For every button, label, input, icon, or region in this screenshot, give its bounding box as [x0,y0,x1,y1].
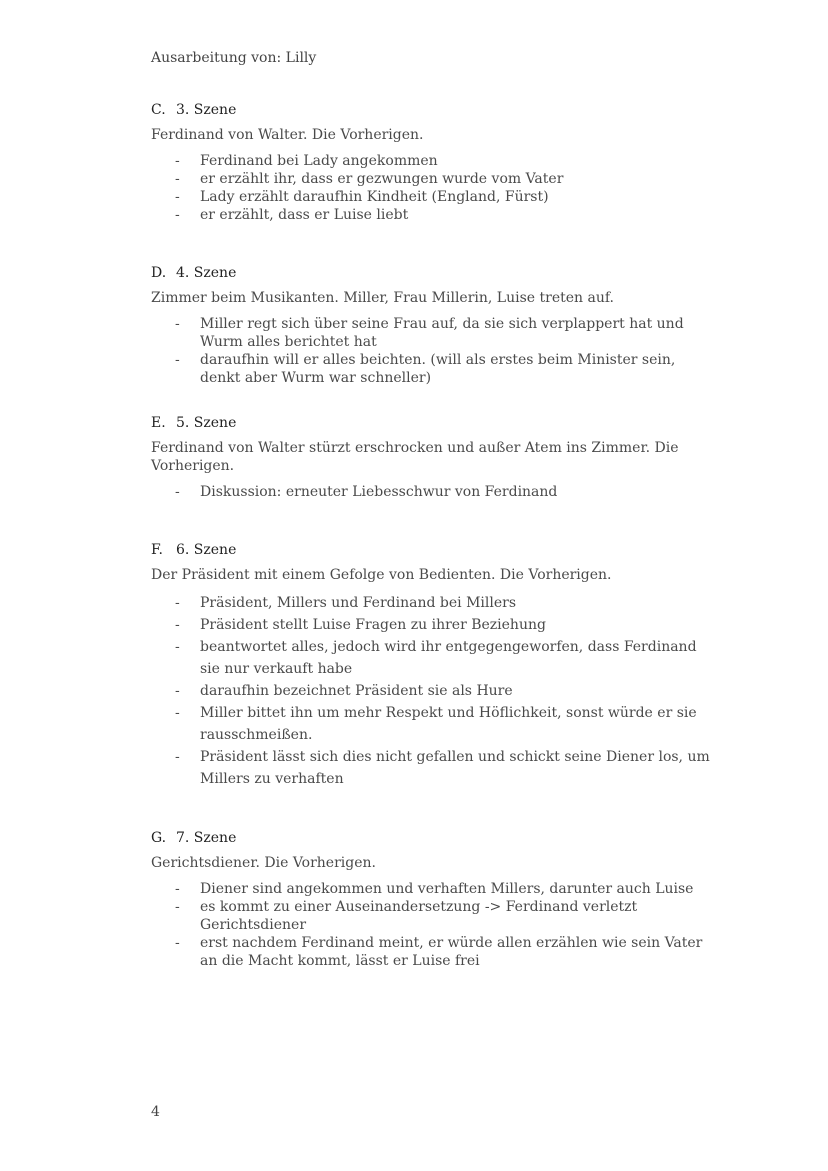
section-letter: F. [151,542,163,558]
section-title: 3. Szene [176,102,237,118]
list-item [151,702,711,746]
bullet-list [151,483,711,501]
list-item-text: es kommt zu einer Auseinandersetzung -> Ferdinand verletzt Gerichtsdiener [200,899,638,933]
bullet-marker: - [175,207,180,223]
bullet-list [151,152,711,224]
bullet-marker: - [175,595,180,611]
bullet-marker: - [175,705,180,721]
bullet-marker: - [175,881,180,897]
section-title: 6. Szene [176,542,237,558]
list-item-text: Lady erzählt daraufhin Kindheit (England, Fürst) [200,189,549,205]
list-item-text: er erzählt ihr, dass er gezwungen wurde vom Vater [200,171,564,187]
section-heading [151,540,711,560]
list-item [151,746,711,790]
bullet-marker: - [175,683,180,699]
section-scene-6 [151,540,711,790]
list-item-text: Präsident stellt Luise Fragen zu ihrer Beziehung [200,617,546,633]
section-scene-3 [151,100,711,224]
list-item-text: Miller bittet ihn um mehr Respekt und Höflichkeit, sonst würde er sie rausschmeißen. [200,705,697,743]
list-item-text: er erzählt, dass er Luise liebt [200,207,409,223]
list-item-text: Diskussion: erneuter Liebesschwur von Ferdinand [200,484,558,500]
bullet-list [151,880,711,970]
list-item [151,614,711,636]
list-item [151,315,711,351]
section-heading [151,413,711,433]
section-scene-4 [151,263,711,387]
bullet-marker: - [175,171,180,187]
list-item-text: Diener sind angekommen und verhaften Millers, darunter auch Luise [200,881,694,897]
bullet-marker: - [175,749,180,765]
bullet-list [151,592,711,790]
bullet-marker: - [175,153,180,169]
bullet-marker: - [175,639,180,655]
section-letter: E. [151,415,166,431]
list-item [151,880,711,898]
section-description: Gerichtsdiener. Die Vorherigen. [151,855,376,871]
list-item [151,934,711,970]
list-item-text: Ferdinand bei Lady angekommen [200,153,438,169]
bullet-marker: - [175,484,180,500]
list-item-text: Miller regt sich über seine Frau auf, da sie sich verplappert hat und Wurm alles berichtet hat [200,316,684,350]
section-heading [151,100,711,120]
list-item-text: daraufhin will er alles beichten. (will als erstes beim Minister sein, denkt aber Wurm war schneller) [200,352,676,386]
section-description: Zimmer beim Musikanten. Miller, Frau Millerin, Luise treten auf. [151,290,614,306]
list-item [151,592,711,614]
section-title: 4. Szene [176,265,237,281]
section-title: 7. Szene [176,830,237,846]
list-item-text: daraufhin bezeichnet Präsident sie als Hure [200,683,513,699]
list-item [151,170,711,188]
list-item [151,636,711,680]
list-item [151,898,711,934]
list-item [151,152,711,170]
section-description: Ferdinand von Walter stürzt erschrocken und außer Atem ins Zimmer. Die Vorherigen. [151,440,679,474]
bullet-marker: - [175,617,180,633]
list-item [151,680,711,702]
section-heading [151,263,711,283]
list-item-text: Präsident lässt sich dies nicht gefallen und schickt seine Diener los, um Millers zu verhaften [200,749,710,787]
list-item [151,483,711,501]
section-heading [151,828,711,848]
list-item [151,188,711,206]
list-item-text: beantwortet alles, jedoch wird ihr entgegengeworfen, dass Ferdinand sie nur verkauft habe [200,639,697,677]
section-description: Der Präsident mit einem Gefolge von Bedienten. Die Vorherigen. [151,567,612,583]
section-scene-7 [151,828,711,970]
bullet-marker: - [175,352,180,368]
author-line: Ausarbeitung von: Lilly [151,50,317,66]
bullet-list [151,315,711,387]
section-description: Ferdinand von Walter. Die Vorherigen. [151,127,424,143]
section-letter: D. [151,265,167,281]
list-item [151,351,711,387]
section-title: 5. Szene [176,415,237,431]
section-letter: C. [151,102,166,118]
list-item-text: erst nachdem Ferdinand meint, er würde allen erzählen wie sein Vater an die Macht kommt, lässt er Luise frei [200,935,703,969]
section-letter: G. [151,830,167,846]
bullet-marker: - [175,189,180,205]
bullet-marker: - [175,316,180,332]
list-item-text: Präsident, Millers und Ferdinand bei Millers [200,595,516,611]
bullet-marker: - [175,935,180,951]
page-number: 4 [151,1104,160,1120]
list-item [151,206,711,224]
bullet-marker: - [175,899,180,915]
section-scene-5 [151,413,711,501]
